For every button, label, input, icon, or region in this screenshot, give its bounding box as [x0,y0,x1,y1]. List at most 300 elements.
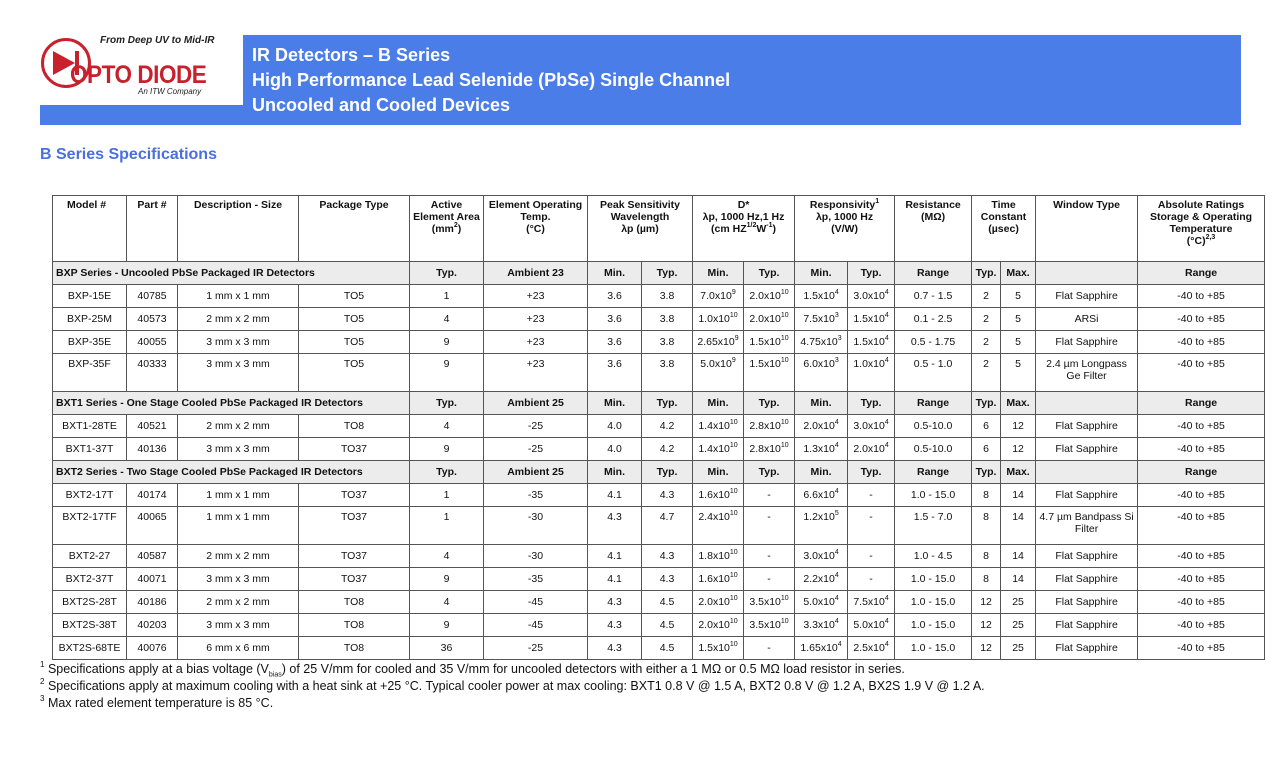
table-cell: $2.2x10^4$ [795,568,848,591]
table-cell: Range [1138,262,1265,285]
table-cell: 1.0 - 4.5 [895,545,972,568]
table-cell: BXT1 Series - One Stage Cooled PbSe Packaged IR Detectors [53,392,410,415]
table-cell: Min. [693,461,744,484]
table-cell: 1.0 - 15.0 [895,568,972,591]
table-cell: 1.0 - 15.0 [895,484,972,507]
table-cell: - [744,637,795,660]
table-cell: -40 to +85 [1138,331,1265,354]
table-cell: 2 [972,308,1001,331]
table-cell: 3 mm x 3 mm [178,614,299,637]
table-cell: 4.3 [642,484,693,507]
table-cell: - [848,568,895,591]
table-row [53,308,1265,331]
table-cell: BXP-25M [53,308,127,331]
logo-name: OPTO DIODE [70,61,207,89]
table-cell: Max. [1001,262,1036,285]
table-row [53,285,1265,308]
table-cell: $1.5x10^{10}$ [744,354,795,392]
table-cell: -40 to +85 [1138,637,1265,660]
section-header-row [53,461,1265,484]
table-cell: 0.1 - 2.5 [895,308,972,331]
table-cell: BXT2-27 [53,545,127,568]
table-cell: 40785 [127,285,178,308]
table-cell: TO5 [299,331,410,354]
table-cell: Typ. [848,461,895,484]
table-cell: BXP Series - Uncooled PbSe Packaged IR Detectors [53,262,410,285]
table-cell: Min. [588,461,642,484]
table-cell: -40 to +85 [1138,484,1265,507]
table-cell: BXT2S-38T [53,614,127,637]
table-cell: 2 [972,285,1001,308]
table-cell: 3 mm x 3 mm [178,438,299,461]
table-cell: Typ. [972,262,1001,285]
table-cell: 3.6 [588,308,642,331]
table-cell: - [848,484,895,507]
specifications-table [52,195,1265,660]
section-title: B Series Specifications [40,146,217,163]
table-cell: 3.8 [642,331,693,354]
table-cell: $4.75x10^3$ [795,331,848,354]
table-cell: TO5 [299,285,410,308]
table-cell: 3.8 [642,308,693,331]
table-cell: 1 [410,285,484,308]
table-cell: Flat Sapphire [1036,415,1138,438]
table-row [53,507,1265,545]
table-cell: 1.0 - 15.0 [895,591,972,614]
table-cell: $2.0x10^{10}$ [744,308,795,331]
table-cell: $3.0x10^4$ [848,415,895,438]
table-cell: -35 [484,484,588,507]
table-cell: 0.5 - 1.75 [895,331,972,354]
table-cell [1036,461,1138,484]
table-cell: Typ. [972,392,1001,415]
table-cell: 40076 [127,637,178,660]
table-cell: $7.5x10^3$ [795,308,848,331]
table-cell: 4.7 µm Bandpass Si Filter [1036,507,1138,545]
table-cell: TO8 [299,591,410,614]
table-cell: Typ. [848,262,895,285]
table-cell: -25 [484,438,588,461]
table-cell: $1.8x10^{10}$ [693,545,744,568]
table-cell: $1.4x10^{10}$ [693,415,744,438]
table-cell: Range [1138,392,1265,415]
table-cell: 1 [410,484,484,507]
table-cell: 6 [972,415,1001,438]
table-cell: $2.0x10^{10}$ [744,285,795,308]
table-row [53,354,1265,392]
table-cell: BXT2-17T [53,484,127,507]
table-row [53,637,1265,660]
col-temp: Element Operating Temp. (°C) [484,196,588,262]
table-cell [1036,262,1138,285]
table-cell: 4.5 [642,614,693,637]
table-cell: 4 [410,308,484,331]
table-cell: $3.0x10^4$ [848,285,895,308]
table-cell: 5 [1001,354,1036,392]
table-cell: TO8 [299,637,410,660]
table-cell: -40 to +85 [1138,614,1265,637]
table-cell: TO8 [299,415,410,438]
table-cell: $3.3x10^4$ [795,614,848,637]
table-cell: +23 [484,331,588,354]
table-cell: TO5 [299,308,410,331]
table-cell: TO37 [299,507,410,545]
table-cell [1036,392,1138,415]
table-cell: -25 [484,415,588,438]
table-cell: 5 [1001,308,1036,331]
table-cell: Typ. [744,461,795,484]
table-cell: $1.5x10^{10}$ [744,331,795,354]
table-cell: 36 [410,637,484,660]
table-cell: Typ. [410,461,484,484]
col-part: Part # [127,196,178,262]
table-cell: -40 to +85 [1138,438,1265,461]
col-resistance: Resistance (MΩ) [895,196,972,262]
table-cell: 12 [972,591,1001,614]
table-cell: BXT2-17TF [53,507,127,545]
section-header-row [53,392,1265,415]
table-cell: 1.0 - 15.0 [895,614,972,637]
table-cell: $2.4x10^{10}$ [693,507,744,545]
table-cell: 4.2 [642,438,693,461]
table-cell: $1.0x10^4$ [848,354,895,392]
table-cell: Flat Sapphire [1036,285,1138,308]
table-cell: 0.5-10.0 [895,415,972,438]
table-cell: 3.6 [588,354,642,392]
table-cell: Typ. [744,392,795,415]
table-cell: 25 [1001,591,1036,614]
table-cell: Min. [588,262,642,285]
col-package: Package Type [299,196,410,262]
table-cell: $1.5x10^4$ [848,308,895,331]
table-cell: 1 mm x 1 mm [178,285,299,308]
table-cell: 40174 [127,484,178,507]
table-cell: Flat Sapphire [1036,545,1138,568]
table-cell: - [744,507,795,545]
table-cell: Max. [1001,461,1036,484]
table-cell: -45 [484,591,588,614]
table-row [53,614,1265,637]
table-cell: BXP-35F [53,354,127,392]
table-cell: -30 [484,507,588,545]
table-cell: TO8 [299,614,410,637]
table-cell: 0.7 - 1.5 [895,285,972,308]
table-cell: $1.4x10^{10}$ [693,438,744,461]
table-cell: $1.65x10^4$ [795,637,848,660]
col-absolute: Absolute Ratings Storage & Operating Temperature $(^\circ C)^{2,3}$ [1138,196,1265,262]
col-wavelength: Peak Sensitivity Wavelength λp (µm) [588,196,693,262]
col-time-constant: Time Constant (µsec) [972,196,1036,262]
table-cell: 4.5 [642,637,693,660]
table-cell: -40 to +85 [1138,415,1265,438]
table-cell: $2.8x10^{10}$ [744,415,795,438]
table-cell: 3 mm x 3 mm [178,331,299,354]
table-cell: -40 to +85 [1138,568,1265,591]
table-cell: Min. [588,392,642,415]
table-cell: 40573 [127,308,178,331]
table-cell: 5 [1001,285,1036,308]
table-cell: 40333 [127,354,178,392]
table-cell: Typ. [642,461,693,484]
table-cell: 14 [1001,545,1036,568]
table-cell: $1.5x10^4$ [795,285,848,308]
table-cell: Min. [693,262,744,285]
table-cell: -40 to +85 [1138,545,1265,568]
table-cell: 40071 [127,568,178,591]
table-cell: BXT1-37T [53,438,127,461]
table-cell: Range [895,461,972,484]
table-row [53,331,1265,354]
table-cell: +23 [484,354,588,392]
title-banner [40,35,1241,125]
table-row [53,568,1265,591]
table-cell: 1.0 - 15.0 [895,637,972,660]
table-cell: 2 mm x 2 mm [178,415,299,438]
table-cell: Min. [795,461,848,484]
table-header-row [53,196,1265,262]
table-cell: 40521 [127,415,178,438]
table-cell: $3.5x10^{10}$ [744,614,795,637]
table-cell: Range [1138,461,1265,484]
table-cell: Min. [795,262,848,285]
table-cell: $1.5x10^4$ [848,331,895,354]
table-cell: $2.8x10^{10}$ [744,438,795,461]
col-responsivity: Responsivity$^1$ λp, 1000 Hz (V/W) [795,196,895,262]
logo-tagline: From Deep UV to Mid-IR [100,35,215,46]
table-cell: Flat Sapphire [1036,614,1138,637]
col-dstar: D* λp, 1000 Hz,1 Hz (cm $HZ^{1/2}W^{-1}$) [693,196,795,262]
table-cell: 12 [972,614,1001,637]
table-cell: $5.0x10^4$ [848,614,895,637]
table-cell: 3.6 [588,285,642,308]
table-cell: 9 [410,614,484,637]
table-cell: 14 [1001,568,1036,591]
table-cell: -25 [484,637,588,660]
footnotes [40,661,985,712]
table-cell: Typ. [410,262,484,285]
table-cell: Typ. [410,392,484,415]
table-cell: -45 [484,614,588,637]
table-cell: 4 [410,591,484,614]
table-cell: Min. [693,392,744,415]
title-line-1: IR Detectors – B Series [252,45,451,65]
table-cell: 2 [972,354,1001,392]
table-cell: $2.0x10^{10}$ [693,614,744,637]
table-cell: $1.6x10^{10}$ [693,568,744,591]
footnote-2: $^2$ Specifications apply at maximum cooling with a heat sink at +25 °C. Typical cooler power at max cooling: BXT1 0.8 V @ 1.5 A, BXT2 0.8 V @ 1.2 A, BX2S 1.9 V @ 1.2 A. [40,676,985,693]
table-cell: Min. [795,392,848,415]
table-cell: 12 [972,637,1001,660]
table-cell: 2.4 µm Longpass Ge Filter [1036,354,1138,392]
table-cell: +23 [484,285,588,308]
table-cell: 8 [972,484,1001,507]
table-cell: 8 [972,568,1001,591]
table-cell: 4 [410,545,484,568]
table-cell: 14 [1001,507,1036,545]
table-cell: +23 [484,308,588,331]
table-cell: 8 [972,507,1001,545]
table-cell: 4.3 [588,507,642,545]
table-cell: 0.5-10.0 [895,438,972,461]
table-cell: TO5 [299,354,410,392]
table-row [53,545,1265,568]
table-cell: Typ. [972,461,1001,484]
table-cell: Flat Sapphire [1036,568,1138,591]
table-cell: Flat Sapphire [1036,637,1138,660]
col-window: Window Type [1036,196,1138,262]
table-cell: $1.3x10^4$ [795,438,848,461]
table-cell: ARSi [1036,308,1138,331]
table-cell: 4.7 [642,507,693,545]
table-cell: 2 mm x 2 mm [178,591,299,614]
footnote-1: $^1$ Specifications apply at a bias voltage $(V_{bias})$ of 25 V/mm for cooled and 35 V/mm for uncooled detectors with either a 1 MΩ or 0.5 MΩ load resistor in series. [40,659,905,679]
table-cell: BXT2S-68TE [53,637,127,660]
table-cell: BXP-15E [53,285,127,308]
table-cell: - [744,545,795,568]
col-description: Description - Size [178,196,299,262]
table-cell: $1.0x10^{10}$ [693,308,744,331]
table-cell: 1 mm x 1 mm [178,507,299,545]
table-cell: 5 [1001,331,1036,354]
table-cell: $5.0x10^4$ [795,591,848,614]
table-cell: 4.1 [588,568,642,591]
table-cell: 40055 [127,331,178,354]
table-cell: 4.2 [642,415,693,438]
footnote-3: $^3$ Max rated element temperature is 85 °C. [40,693,274,710]
table-cell: BXT1-28TE [53,415,127,438]
table-cell: Ambient 23 [484,262,588,285]
table-cell: -40 to +85 [1138,285,1265,308]
table-cell: 9 [410,331,484,354]
table-cell: 2 [972,331,1001,354]
table-cell: - [848,507,895,545]
logo-subtitle: An ITW Company [138,87,202,96]
table-cell: $2.0x10^4$ [848,438,895,461]
table-cell: 3.8 [642,354,693,392]
table-cell: 2 mm x 2 mm [178,308,299,331]
table-cell: 1 mm x 1 mm [178,484,299,507]
table-cell: $6.0x10^3$ [795,354,848,392]
table-cell: -40 to +85 [1138,354,1265,392]
table-cell: TO37 [299,484,410,507]
table-cell: 3.6 [588,331,642,354]
table-cell: $5.0x10^9$ [693,354,744,392]
table-cell: $7.5x10^4$ [848,591,895,614]
table-cell: 9 [410,438,484,461]
table-cell: Typ. [642,262,693,285]
table-row [53,484,1265,507]
table-cell: 40186 [127,591,178,614]
title-line-2: High Performance Lead Selenide (PbSe) Single Channel [252,70,731,90]
table-cell: $2.5x10^4$ [848,637,895,660]
table-cell: $1.6x10^{10}$ [693,484,744,507]
table-cell: 1.5 - 7.0 [895,507,972,545]
table-cell: Typ. [848,392,895,415]
table-cell: 4.3 [588,637,642,660]
table-cell: -40 to +85 [1138,591,1265,614]
table-cell: 40065 [127,507,178,545]
col-area: Active Element Area $(mm^2)$ [410,196,484,262]
table-cell: - [744,568,795,591]
table-cell: Flat Sapphire [1036,484,1138,507]
table-cell: Flat Sapphire [1036,438,1138,461]
table-cell: 4.1 [588,545,642,568]
table-cell: 1 [410,507,484,545]
table-cell: BXT2S-28T [53,591,127,614]
table-cell: 6 [972,438,1001,461]
table-cell: $2.0x10^{10}$ [693,591,744,614]
table-cell: $7.0x10^9$ [693,285,744,308]
table-cell: BXT2-37T [53,568,127,591]
table-cell: Flat Sapphire [1036,591,1138,614]
table-cell: Typ. [642,392,693,415]
table-cell: Flat Sapphire [1036,331,1138,354]
table-cell: $2.65x10^9$ [693,331,744,354]
table-cell: $2.0x10^4$ [795,415,848,438]
table-cell: $3.5x10^{10}$ [744,591,795,614]
table-cell: -35 [484,568,588,591]
table-cell: 4.3 [642,545,693,568]
table-cell: 4 [410,415,484,438]
table-cell: Range [895,262,972,285]
table-cell: $1.2x10^5$ [795,507,848,545]
table-cell: $1.5x10^{10}$ [693,637,744,660]
table-cell: Range [895,392,972,415]
title-line-3: Uncooled and Cooled Devices [252,95,511,115]
table-cell: 4.3 [588,591,642,614]
table-cell: 40136 [127,438,178,461]
table-cell: Max. [1001,392,1036,415]
table-cell: 3 mm x 3 mm [178,354,299,392]
col-model: Model # [53,196,127,262]
table-cell: TO37 [299,438,410,461]
table-cell: 9 [410,354,484,392]
table-cell: 12 [1001,415,1036,438]
table-cell: $6.6x10^4$ [795,484,848,507]
table-cell: -40 to +85 [1138,507,1265,545]
table-cell: Ambient 25 [484,461,588,484]
table-cell: 4.3 [642,568,693,591]
table-cell: BXP-35E [53,331,127,354]
table-cell: 4.3 [588,614,642,637]
section-header-row [53,262,1265,285]
table-cell: 12 [1001,438,1036,461]
table-cell: 3.8 [642,285,693,308]
table-cell: 8 [972,545,1001,568]
table-cell: 25 [1001,637,1036,660]
table-cell: 9 [410,568,484,591]
table-cell: - [744,484,795,507]
table-cell: 40587 [127,545,178,568]
table-cell: 0.5 - 1.0 [895,354,972,392]
table-cell: TO37 [299,545,410,568]
table-cell: -30 [484,545,588,568]
table-cell: 4.1 [588,484,642,507]
table-cell: - [848,545,895,568]
table-cell: Ambient 25 [484,392,588,415]
table-row [53,415,1265,438]
table-cell: 6 mm x 6 mm [178,637,299,660]
table-cell: 4.0 [588,415,642,438]
table-cell: -40 to +85 [1138,308,1265,331]
table-row [53,438,1265,461]
table-cell: $3.0x10^4$ [795,545,848,568]
table-cell: 3 mm x 3 mm [178,568,299,591]
table-cell: 40203 [127,614,178,637]
table-cell: 14 [1001,484,1036,507]
table-cell: 4.0 [588,438,642,461]
table-cell: 2 mm x 2 mm [178,545,299,568]
